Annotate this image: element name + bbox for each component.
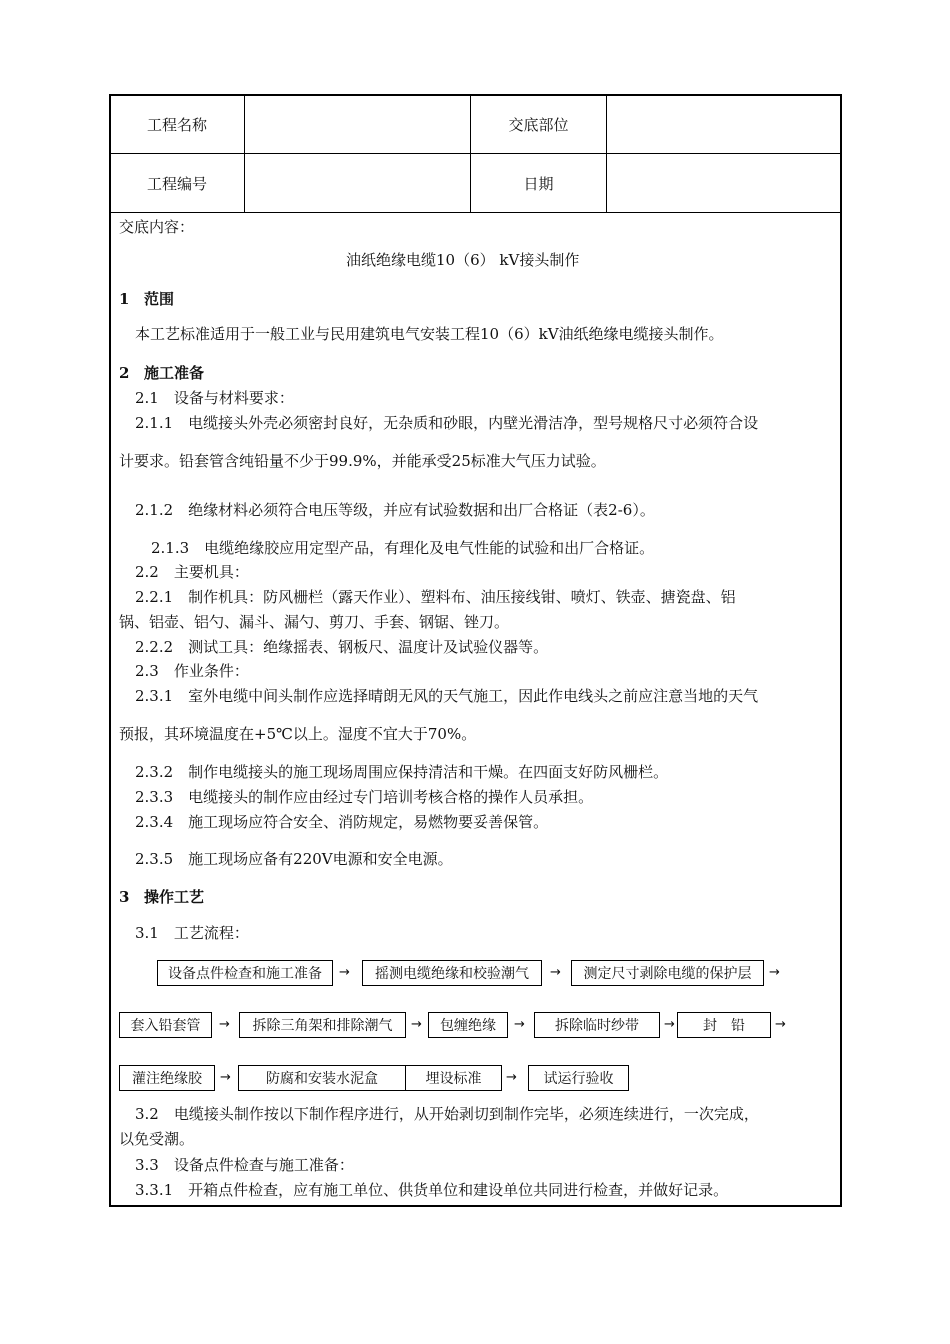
section-3-title: 操作工艺 — [144, 888, 205, 906]
flow-step-10: 防腐和安装水泥盒 — [238, 1065, 406, 1091]
section-2-2: 2.2 主要机具： — [135, 563, 249, 581]
flow-step-3: 测定尺寸剥除电缆的保护层 — [571, 960, 764, 986]
section-3-3: 3.3 设备点件检查与施工准备： — [135, 1156, 354, 1174]
section-2-1-3: 2.1.3 电缆绝缘胶应用定型产品，有理化及电气性能的试验和出厂合格证。 — [151, 539, 655, 557]
flow-step-9: 灌注绝缘胶 — [119, 1065, 215, 1091]
section-2-3-1-line-2: 预报，其环境温度在+5℃以上。湿度不宜大于70%。 — [119, 725, 477, 743]
section-2-title: 施工准备 — [144, 364, 205, 382]
flow-step-1: 设备点件检查和施工准备 — [157, 960, 333, 986]
flow-arrow-icon: → — [219, 1017, 230, 1032]
flow-arrow-icon: → — [664, 1017, 675, 1032]
section-2-1-2: 2.1.2 绝缘材料必须符合电压等级，并应有试验数据和出厂合格证（表2-6）。 — [135, 501, 655, 519]
section-2-1-1-line-2: 计要求。铅套管含纯铅量不少于99.9%，并能承受25标准大气压力试验。 — [119, 452, 606, 470]
flow-arrow-icon: → — [769, 965, 780, 980]
section-2-3-2: 2.3.2 制作电缆接头的施工现场周围应保持清洁和干燥。在四面支好防风栅栏。 — [135, 763, 669, 781]
section-2-number: 2 — [119, 364, 130, 382]
handover-part-value[interactable] — [607, 95, 841, 153]
flow-step-8: 封 铅 — [677, 1012, 771, 1038]
flow-step-11: 埋设标准 — [405, 1065, 502, 1091]
flow-step-4: 套入铅套管 — [119, 1012, 212, 1038]
section-2-3: 2.3 作业条件： — [135, 662, 249, 680]
section-2-2-1-line-2: 锅、铝壶、铝勺、漏斗、漏勺、剪刀、手套、钢锯、锉刀。 — [119, 613, 510, 631]
flow-arrow-icon: → — [775, 1017, 786, 1032]
flow-arrow-icon: → — [411, 1017, 422, 1032]
intro-label: 交底内容： — [119, 218, 195, 236]
flow-arrow-icon: → — [220, 1070, 231, 1085]
flow-step-5: 拆除三角架和排除潮气 — [239, 1012, 406, 1038]
project-name-value[interactable] — [245, 95, 470, 153]
section-2-3-3: 2.3.3 电缆接头的制作应由经过专门培训考核合格的操作人员承担。 — [135, 788, 594, 806]
date-value[interactable] — [607, 154, 841, 212]
flow-step-7: 拆除临时纱带 — [534, 1012, 660, 1038]
flow-arrow-icon: → — [506, 1070, 517, 1085]
flow-step-6: 包缠绝缘 — [428, 1012, 508, 1038]
header-bottom-divider — [110, 212, 841, 213]
section-1-text: 本工艺标准适用于一般工业与民用建筑电气安装工程10（6）kV油纸绝缘电缆接头制作。 — [135, 325, 724, 343]
section-3-1: 3.1 工艺流程： — [135, 924, 249, 942]
section-2-1-1-line-1: 2.1.1 电缆接头外壳必须密封良好，无杂质和砂眼，内壁光滑洁净，型号规格尺寸必须符合设 — [135, 414, 759, 432]
flow-arrow-icon: → — [550, 965, 561, 980]
section-1-number: 1 — [119, 290, 130, 308]
document-title: 油纸绝缘电缆10（6） kV接头制作 — [346, 251, 580, 269]
project-name-label: 工程名称 — [146, 115, 207, 134]
flow-arrow-icon: → — [514, 1017, 525, 1032]
section-3-3-1: 3.3.1 开箱点件检查，应有施工单位、供货单位和建设单位共同进行检查，并做好记录。 — [135, 1181, 729, 1199]
section-3-2-line-1: 3.2 电缆接头制作按以下制作程序进行，从开始剥切到制作完毕，必须连续进行，一次完成， — [135, 1105, 759, 1123]
section-3-number: 3 — [119, 888, 130, 906]
flow-arrow-icon: → — [339, 965, 350, 980]
section-2-2-2: 2.2.2 测试工具：绝缘摇表、钢板尺、温度计及试验仪器等。 — [135, 638, 549, 656]
date-label: 日期 — [523, 174, 554, 193]
project-no-label: 工程编号 — [146, 174, 207, 193]
section-2-1: 2.1 设备与材料要求： — [135, 389, 294, 407]
section-2-3-5: 2.3.5 施工现场应备有220V电源和安全电源。 — [135, 850, 453, 868]
project-no-value[interactable] — [245, 154, 470, 212]
section-2-3-1-line-1: 2.3.1 室外电缆中间头制作应选择晴朗无风的天气施工，因此作电线头之前应注意当地的天气 — [135, 687, 759, 705]
section-2-2-1-line-1: 2.2.1 制作机具：防风栅栏（露天作业）、塑料布、油压接线钳、喷灯、铁壶、搪瓷盘、铝 — [135, 588, 736, 606]
flow-step-12: 试运行验收 — [528, 1065, 629, 1091]
section-1-title: 范围 — [144, 290, 175, 308]
flow-step-2: 摇测电缆绝缘和校验潮气 — [362, 960, 542, 986]
handover-part-label: 交底部位 — [508, 115, 569, 134]
section-2-3-4: 2.3.4 施工现场应符合安全、消防规定，易燃物要妥善保管。 — [135, 813, 549, 831]
section-3-2-line-2: 以免受潮。 — [119, 1130, 195, 1148]
